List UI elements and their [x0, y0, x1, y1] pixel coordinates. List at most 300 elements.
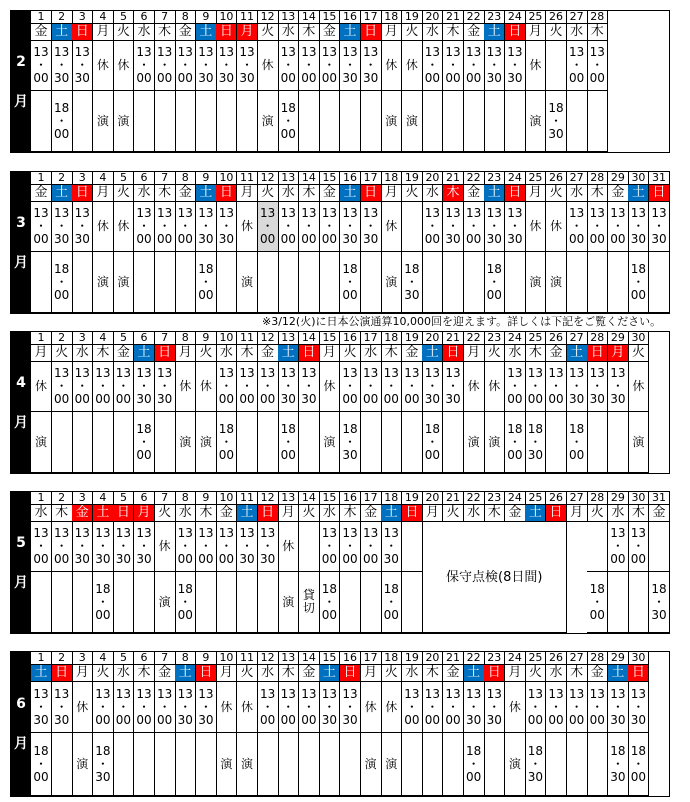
evening-slot — [216, 91, 237, 152]
evening-slot: 18 ・ 00 — [505, 412, 526, 473]
day-number: 24 — [505, 332, 526, 345]
matinee-slot: 13 ・ 00 — [299, 202, 320, 252]
day-number: 17 — [361, 492, 382, 505]
matinee-slot: 13 ・ 00 — [381, 362, 402, 412]
matinee-slot: 13 ・ 30 — [258, 522, 279, 572]
matinee-slot: 13 ・ 30 — [464, 682, 485, 733]
month-label: 3 月 — [11, 172, 31, 313]
evening-slot — [278, 733, 299, 796]
evening-slot — [484, 91, 505, 152]
weekday: 火 — [113, 185, 134, 202]
day-number: 23 — [484, 652, 505, 665]
matinee-slot — [587, 522, 608, 572]
weekday: 土 — [381, 505, 402, 522]
evening-slot: 18 ・ 00 — [93, 572, 114, 633]
evening-slot: 18 ・ 00 — [422, 412, 443, 473]
matinee-slot: 13 ・ 00 — [587, 682, 608, 733]
weekday: 水 — [608, 505, 629, 522]
matinee-slot: 13 ・ 00 — [422, 682, 443, 733]
matinee-slot: 13 ・ 30 — [93, 522, 114, 572]
day-number: 7 — [155, 652, 176, 665]
matinee-slot: 13 ・ 00 — [278, 682, 299, 733]
weekday: 金 — [258, 345, 279, 362]
day-number: 30 — [628, 492, 649, 505]
day-number: 23 — [484, 332, 505, 345]
day-number: 25 — [525, 332, 546, 345]
evening-slot: 18 ・ 00 — [628, 252, 649, 313]
evening-slot: 18 ・ 00 — [381, 572, 402, 633]
evening-slot: 演 — [31, 412, 52, 473]
evening-slot — [361, 252, 382, 313]
weekday: 木 — [93, 345, 114, 362]
day-number: 22 — [464, 652, 485, 665]
matinee-slot: 13 ・ 00 — [134, 682, 155, 733]
weekday: 土 — [319, 665, 340, 682]
weekday: 日 — [505, 185, 526, 202]
day-number: 30 — [628, 652, 649, 665]
weekday: 土 — [340, 24, 361, 41]
evening-slot — [340, 91, 361, 152]
day-number: 31 — [649, 172, 670, 185]
evening-slot — [587, 91, 608, 152]
evening-slot: 演 — [216, 733, 237, 796]
day-number: 28 — [587, 652, 608, 665]
evening-slot — [567, 252, 588, 313]
weekday: 水 — [175, 505, 196, 522]
matinee-slot: 13 ・ 30 — [196, 202, 217, 252]
day-number: 25 — [525, 172, 546, 185]
day-number: 7 — [155, 172, 176, 185]
matinee-slot: 13 ・ 30 — [134, 522, 155, 572]
day-number: 4 — [93, 11, 114, 24]
day-number: 7 — [155, 11, 176, 24]
weekday: 月 — [608, 345, 629, 362]
evening-slot — [196, 733, 217, 796]
day-number: 11 — [237, 172, 258, 185]
day-number: 14 — [299, 492, 320, 505]
day-number: 6 — [134, 332, 155, 345]
evening-slot — [237, 91, 258, 152]
day-number: 30 — [628, 332, 649, 345]
matinee-slot: 休 — [484, 362, 505, 412]
day-number: 27 — [567, 492, 588, 505]
day-number: 5 — [113, 11, 134, 24]
evening-slot — [361, 412, 382, 473]
evening-slot: 18 ・ 30 — [546, 91, 567, 152]
day-number: 14 — [299, 652, 320, 665]
evening-slot — [340, 572, 361, 633]
evening-slot — [422, 91, 443, 152]
matinee-slot: 13 ・ 00 — [422, 202, 443, 252]
matinee-slot: 13 ・ 30 — [237, 41, 258, 91]
weekday: 木 — [237, 345, 258, 362]
matinee-slot: 13 ・ 30 — [196, 682, 217, 733]
matinee-slot: 13 ・ 00 — [175, 202, 196, 252]
matinee-slot: 13 ・ 00 — [93, 682, 114, 733]
evening-slot: 演 — [361, 733, 382, 796]
matinee-slot: 休 — [505, 682, 526, 733]
matinee-slot: 休 — [155, 522, 176, 572]
day-number: 21 — [443, 172, 464, 185]
weekday: 水 — [567, 24, 588, 41]
weekday: 金 — [216, 505, 237, 522]
day-number: 28 — [587, 492, 608, 505]
matinee-slot: 休 — [278, 522, 299, 572]
weekday: 木 — [155, 24, 176, 41]
day-number: 17 — [361, 11, 382, 24]
weekday: 火 — [155, 505, 176, 522]
weekday: 月 — [72, 665, 93, 682]
evening-slot — [443, 733, 464, 796]
matinee-slot: 13 ・ 00 — [237, 362, 258, 412]
weekday: 水 — [505, 345, 526, 362]
day-number: 27 — [567, 11, 588, 24]
day-number: 2 — [52, 652, 73, 665]
day-number: 4 — [93, 652, 114, 665]
evening-slot — [237, 572, 258, 633]
day-number: 16 — [340, 172, 361, 185]
day-number: 5 — [113, 492, 134, 505]
weekday: 土 — [484, 24, 505, 41]
evening-slot: 演 — [237, 733, 258, 796]
matinee-slot: 13 ・ 00 — [175, 522, 196, 572]
weekday: 木 — [381, 345, 402, 362]
weekday: 土 — [484, 185, 505, 202]
matinee-slot: 休 — [93, 41, 114, 91]
weekday: 火 — [196, 345, 217, 362]
day-number: 20 — [422, 492, 443, 505]
day-number: 21 — [443, 652, 464, 665]
evening-slot: 18 ・ 00 — [134, 412, 155, 473]
matinee-slot: 13 ・ 30 — [52, 682, 73, 733]
day-number: 24 — [505, 11, 526, 24]
evening-slot — [216, 572, 237, 633]
day-number: 1 — [31, 492, 52, 505]
weekday: 日 — [258, 505, 279, 522]
anniversary-note: ※3/12(火)に日本公演通算10,000回を迎えます。詳しくは下記をご覧ください。 — [262, 315, 662, 328]
weekday: 月 — [278, 505, 299, 522]
evening-slot — [361, 572, 382, 633]
matinee-slot: 13 ・ 00 — [361, 522, 382, 572]
evening-slot — [155, 412, 176, 473]
matinee-slot: 13 ・ 30 — [340, 41, 361, 91]
weekday: 火 — [299, 505, 320, 522]
day-number: 28 — [587, 11, 608, 24]
matinee-slot: 休 — [175, 362, 196, 412]
day-number: 25 — [525, 492, 546, 505]
weekday: 金 — [649, 505, 670, 522]
day-number: 15 — [319, 652, 340, 665]
weekday: 火 — [402, 185, 423, 202]
weekday: 月 — [381, 24, 402, 41]
day-number: 22 — [464, 11, 485, 24]
matinee-slot: 13 ・ 00 — [175, 41, 196, 91]
weekday: 日 — [216, 24, 237, 41]
month-label: 4 月 — [11, 332, 31, 473]
weekday: 木 — [525, 345, 546, 362]
evening-slot — [175, 733, 196, 796]
matinee-slot: 13 ・ 30 — [113, 522, 134, 572]
matinee-slot: 13 ・ 00 — [93, 362, 114, 412]
weekday: 月 — [319, 345, 340, 362]
matinee-slot: 13 ・ 30 — [72, 202, 93, 252]
day-number: 26 — [546, 492, 567, 505]
weekday: 月 — [237, 185, 258, 202]
evening-slot: 18 ・ 00 — [175, 572, 196, 633]
evening-slot: 18 ・ 30 — [93, 733, 114, 796]
weekday: 土 — [93, 505, 114, 522]
matinee-slot: 13 ・ 30 — [340, 682, 361, 733]
day-number: 5 — [113, 652, 134, 665]
evening-slot — [608, 252, 629, 313]
evening-slot: 演 — [525, 252, 546, 313]
matinee-slot: 13 ・ 00 — [608, 202, 629, 252]
day-number: 18 — [381, 11, 402, 24]
evening-slot — [72, 91, 93, 152]
weekday: 木 — [443, 185, 464, 202]
weekday: 日 — [402, 505, 423, 522]
matinee-slot: 13 ・ 30 — [319, 682, 340, 733]
day-number: 19 — [402, 11, 423, 24]
day-number: 19 — [402, 492, 423, 505]
weekday: 金 — [31, 185, 52, 202]
weekday: 木 — [134, 665, 155, 682]
evening-slot — [134, 91, 155, 152]
weekday: 木 — [52, 505, 73, 522]
weekday: 土 — [628, 185, 649, 202]
matinee-slot: 休 — [72, 682, 93, 733]
weekday: 木 — [278, 665, 299, 682]
day-number: 13 — [278, 652, 299, 665]
evening-slot: 18 ・ 00 — [340, 252, 361, 313]
evening-slot: 18 ・ 00 — [278, 91, 299, 152]
day-number: 13 — [278, 332, 299, 345]
evening-slot: 18 ・ 00 — [628, 733, 649, 796]
weekday: 火 — [258, 24, 279, 41]
evening-slot — [155, 252, 176, 313]
weekday: 木 — [422, 665, 443, 682]
weekday: 日 — [216, 185, 237, 202]
day-number: 29 — [608, 332, 629, 345]
day-number: 22 — [464, 172, 485, 185]
evening-slot: 18 ・ 00 — [52, 91, 73, 152]
evening-slot — [113, 733, 134, 796]
matinee-slot: 13 ・ 00 — [155, 202, 176, 252]
day-number: 12 — [258, 652, 279, 665]
weekday: 土 — [464, 665, 485, 682]
day-number: 10 — [216, 11, 237, 24]
weekday: 月 — [93, 24, 114, 41]
weekday: 木 — [567, 665, 588, 682]
day-number: 2 — [52, 172, 73, 185]
weekday: 月 — [93, 185, 114, 202]
weekday: 木 — [587, 185, 608, 202]
matinee-slot: 13 ・ 00 — [216, 362, 237, 412]
evening-slot: 18 ・ 30 — [340, 412, 361, 473]
weekday: 水 — [319, 505, 340, 522]
evening-slot: 演 — [381, 252, 402, 313]
evening-slot — [422, 733, 443, 796]
matinee-slot: 13 ・ 00 — [567, 682, 588, 733]
weekday: 日 — [484, 665, 505, 682]
day-number: 20 — [422, 11, 443, 24]
day-number: 15 — [319, 332, 340, 345]
matinee-slot: 13 ・ 30 — [505, 202, 526, 252]
matinee-slot: 13 ・ 30 — [422, 362, 443, 412]
evening-slot: 18 ・ 00 — [484, 252, 505, 313]
weekday: 日 — [155, 345, 176, 362]
matinee-slot: 13 ・ 00 — [567, 41, 588, 91]
weekday: 日 — [361, 185, 382, 202]
weekday: 金 — [319, 185, 340, 202]
weekday: 火 — [237, 665, 258, 682]
evening-slot: 18 ・ 30 — [402, 252, 423, 313]
day-number: 14 — [299, 332, 320, 345]
weekday: 月 — [381, 185, 402, 202]
evening-slot: 18 ・ 00 — [464, 733, 485, 796]
matinee-slot: 13 ・ 00 — [443, 41, 464, 91]
matinee-slot: 13 ・ 00 — [340, 362, 361, 412]
evening-slot — [155, 733, 176, 796]
day-number: 10 — [216, 652, 237, 665]
weekday: 金 — [464, 24, 485, 41]
weekday: 金 — [113, 345, 134, 362]
weekday: 月 — [505, 665, 526, 682]
matinee-slot — [402, 522, 423, 572]
evening-slot: 18 ・ 00 — [587, 572, 608, 633]
evening-slot — [258, 412, 279, 473]
evening-slot: 18 ・ 00 — [216, 412, 237, 473]
weekday: 水 — [278, 185, 299, 202]
day-number: 15 — [319, 11, 340, 24]
maintenance-period: 保守点検(8日間) — [422, 522, 567, 633]
weekday: 月 — [525, 185, 546, 202]
evening-slot: 演 — [484, 412, 505, 473]
evening-slot — [464, 252, 485, 313]
day-number: 11 — [237, 492, 258, 505]
day-number: 9 — [196, 332, 217, 345]
evening-slot — [299, 733, 320, 796]
day-number: 9 — [196, 652, 217, 665]
weekday: 月 — [31, 345, 52, 362]
evening-slot — [443, 91, 464, 152]
day-number: 4 — [93, 332, 114, 345]
day-number: 9 — [196, 172, 217, 185]
day-number: 26 — [546, 11, 567, 24]
weekday: 日 — [196, 665, 217, 682]
matinee-slot: 休 — [93, 202, 114, 252]
evening-slot — [175, 91, 196, 152]
day-number: 10 — [216, 492, 237, 505]
month-block — [10, 491, 670, 634]
evening-slot — [258, 733, 279, 796]
matinee-slot: 13 ・ 00 — [628, 522, 649, 572]
evening-slot — [196, 91, 217, 152]
matinee-slot: 13 ・ 30 — [484, 202, 505, 252]
weekday: 土 — [340, 185, 361, 202]
matinee-slot: 休 — [196, 362, 217, 412]
evening-slot — [52, 733, 73, 796]
matinee-slot: 休 — [31, 362, 52, 412]
weekday: 土 — [525, 505, 546, 522]
day-number: 7 — [155, 492, 176, 505]
weekday: 水 — [31, 505, 52, 522]
evening-slot — [567, 733, 588, 796]
day-number: 3 — [72, 332, 93, 345]
evening-slot: 演 — [546, 252, 567, 313]
day-number: 8 — [175, 492, 196, 505]
weekday: 金 — [402, 345, 423, 362]
day-number: 24 — [505, 492, 526, 505]
weekday: 金 — [31, 24, 52, 41]
matinee-slot: 13 ・ 00 — [72, 362, 93, 412]
evening-slot: 18 ・ 00 — [31, 733, 52, 796]
day-number: 6 — [134, 172, 155, 185]
day-number: 16 — [340, 332, 361, 345]
matinee-slot: 休 — [464, 362, 485, 412]
weekday: 火 — [546, 24, 567, 41]
day-number: 2 — [52, 11, 73, 24]
matinee-slot: 13 ・ 00 — [443, 682, 464, 733]
weekday: 金 — [608, 185, 629, 202]
day-number: 13 — [278, 172, 299, 185]
day-number: 27 — [567, 652, 588, 665]
matinee-slot: 13 ・ 00 — [299, 41, 320, 91]
matinee-slot: 13 ・ 00 — [113, 682, 134, 733]
weekday: 火 — [628, 345, 649, 362]
day-number: 18 — [381, 492, 402, 505]
weekday: 金 — [299, 665, 320, 682]
evening-slot — [402, 412, 423, 473]
evening-slot: 演 — [628, 412, 649, 473]
matinee-slot: 休 — [628, 362, 649, 412]
day-number: 19 — [402, 172, 423, 185]
day-number: 3 — [72, 652, 93, 665]
day-number: 18 — [381, 652, 402, 665]
weekday: 月 — [464, 345, 485, 362]
evening-slot — [258, 572, 279, 633]
evening-slot: 演 — [175, 412, 196, 473]
matinee-slot: 13 ・ 30 — [52, 41, 73, 91]
evening-slot — [443, 252, 464, 313]
matinee-slot: 13 ・ 00 — [258, 202, 279, 252]
day-number: 17 — [361, 652, 382, 665]
evening-slot — [113, 412, 134, 473]
matinee-slot: 13 ・ 00 — [155, 682, 176, 733]
weekday: 月 — [134, 505, 155, 522]
weekday: 金 — [505, 505, 526, 522]
matinee-slot: 休 — [525, 41, 546, 91]
evening-slot: 18 ・ 00 — [52, 252, 73, 313]
weekday: 月 — [175, 345, 196, 362]
matinee-slot: 13 ・ 00 — [319, 202, 340, 252]
month-label: 5 月 — [11, 492, 31, 633]
weekday: 火 — [484, 345, 505, 362]
evening-slot — [31, 91, 52, 152]
day-number: 11 — [237, 11, 258, 24]
evening-slot — [649, 252, 670, 313]
matinee-slot: 13 ・ 30 — [361, 202, 382, 252]
matinee-slot: 13 ・ 00 — [216, 522, 237, 572]
evening-slot: 18 ・ 00 — [278, 412, 299, 473]
weekday: 木 — [628, 505, 649, 522]
weekday: 土 — [278, 345, 299, 362]
evening-slot — [237, 412, 258, 473]
day-number: 28 — [587, 172, 608, 185]
evening-slot: 演 — [402, 91, 423, 152]
evening-slot — [319, 733, 340, 796]
month-block — [10, 651, 670, 797]
